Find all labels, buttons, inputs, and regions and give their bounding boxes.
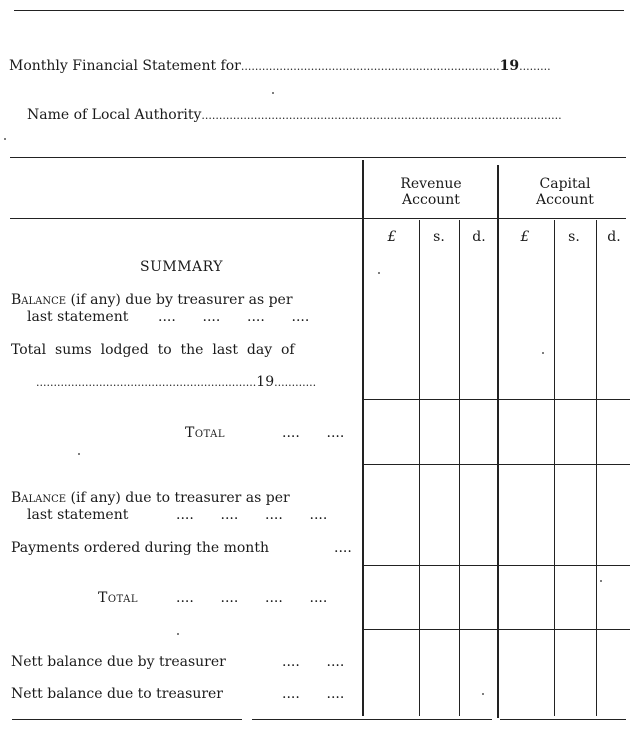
row3-line2: last statement — [27, 507, 129, 523]
row3-rest: (if any) due to treasurer as per — [66, 490, 290, 506]
bottom-rule-mid — [252, 719, 492, 720]
bottom-rule-right — [500, 719, 626, 720]
top-rule — [14, 10, 624, 11]
row-payments-ordered: Payments ordered during the month — [11, 540, 269, 556]
scan-speck — [378, 272, 380, 274]
row1-rest: (if any) due by treasurer as per — [66, 292, 293, 308]
row4-dots: .... — [334, 540, 352, 556]
total1-top-rule — [364, 399, 630, 400]
divider-rev-sd — [459, 220, 460, 716]
year-prefix: 19 — [499, 58, 520, 74]
divider-cap-sd — [596, 220, 597, 716]
row-total-sums-lodged: Total sums lodged to the last day of — [11, 342, 295, 358]
row2-dots-b: ............ — [274, 376, 317, 389]
unit-pence-capital: d. — [607, 229, 621, 245]
scan-speck — [272, 92, 274, 94]
scan-speck — [600, 580, 602, 582]
row2-dots-a: ............................................................... — [36, 376, 257, 389]
column-header-rule — [10, 218, 626, 219]
unit-pound-revenue: £ — [387, 229, 397, 245]
statement-line — [9, 58, 551, 75]
authority-line — [27, 107, 562, 124]
revenue-line1: Revenue — [400, 176, 462, 192]
row5-dots: .... .... — [282, 654, 345, 670]
row1-line2: last statement — [27, 309, 129, 325]
row-balance-due-by-line2 — [27, 309, 128, 326]
row3-dots: .... .... .... .... — [176, 507, 328, 523]
row-nett-due-by: Nett balance due by treasurer — [11, 654, 226, 670]
capital-line1: Capital — [539, 176, 591, 192]
row-balance-due-to-line1 — [11, 490, 290, 507]
row2-date-line — [36, 374, 316, 391]
scan-speck — [78, 453, 80, 455]
capital-line2: Account — [536, 192, 594, 208]
header-rule — [10, 157, 626, 158]
scan-speck — [4, 138, 6, 140]
row3-lead: Balance — [11, 490, 67, 506]
bottom-rule-left — [12, 719, 242, 720]
revenue-line2: Account — [402, 192, 460, 208]
statement-dots: .......................................................................... — [240, 60, 500, 73]
row-nett-due-to: Nett balance due to treasurer — [11, 686, 224, 702]
year-dots: ......... — [519, 60, 551, 73]
row1-dots: .... .... .... .... — [158, 309, 310, 325]
row-balance-due-to-line2 — [27, 507, 128, 524]
revenue-account-header — [365, 176, 497, 208]
scan-speck — [482, 693, 484, 695]
scan-speck — [177, 633, 179, 635]
total2-dots: .... .... .... .... — [176, 590, 328, 606]
row1-lead: Balance — [11, 292, 67, 308]
statement-label: Monthly Financial Statement for — [9, 58, 241, 74]
divider-accounts — [497, 165, 499, 718]
row6-dots: .... .... — [282, 686, 345, 702]
row-balance-due-by-line1 — [11, 292, 293, 309]
unit-pence-revenue: d. — [472, 229, 486, 245]
total1-row — [185, 425, 225, 442]
unit-shilling-capital: s. — [568, 229, 580, 245]
total1-dots: .... .... — [282, 425, 345, 441]
total2-bottom-rule — [364, 629, 630, 630]
summary-heading: SUMMARY — [140, 259, 224, 275]
total1-bottom-rule — [364, 464, 630, 465]
total2-row — [98, 590, 138, 607]
total2-label: Total — [98, 590, 139, 606]
row2-year: 19 — [256, 374, 275, 390]
scan-speck — [542, 352, 544, 354]
total1-label: Total — [185, 425, 226, 441]
authority-label: Name of Local Authority — [27, 107, 202, 123]
total2-top-rule — [364, 565, 630, 566]
divider-main — [362, 160, 364, 716]
divider-cap-ls — [554, 220, 555, 716]
capital-account-header — [500, 176, 630, 208]
divider-rev-ls — [419, 220, 420, 716]
authority-dots: ....................................................................................................... — [201, 109, 562, 122]
unit-pound-capital: £ — [520, 229, 530, 245]
unit-shilling-revenue: s. — [433, 229, 445, 245]
